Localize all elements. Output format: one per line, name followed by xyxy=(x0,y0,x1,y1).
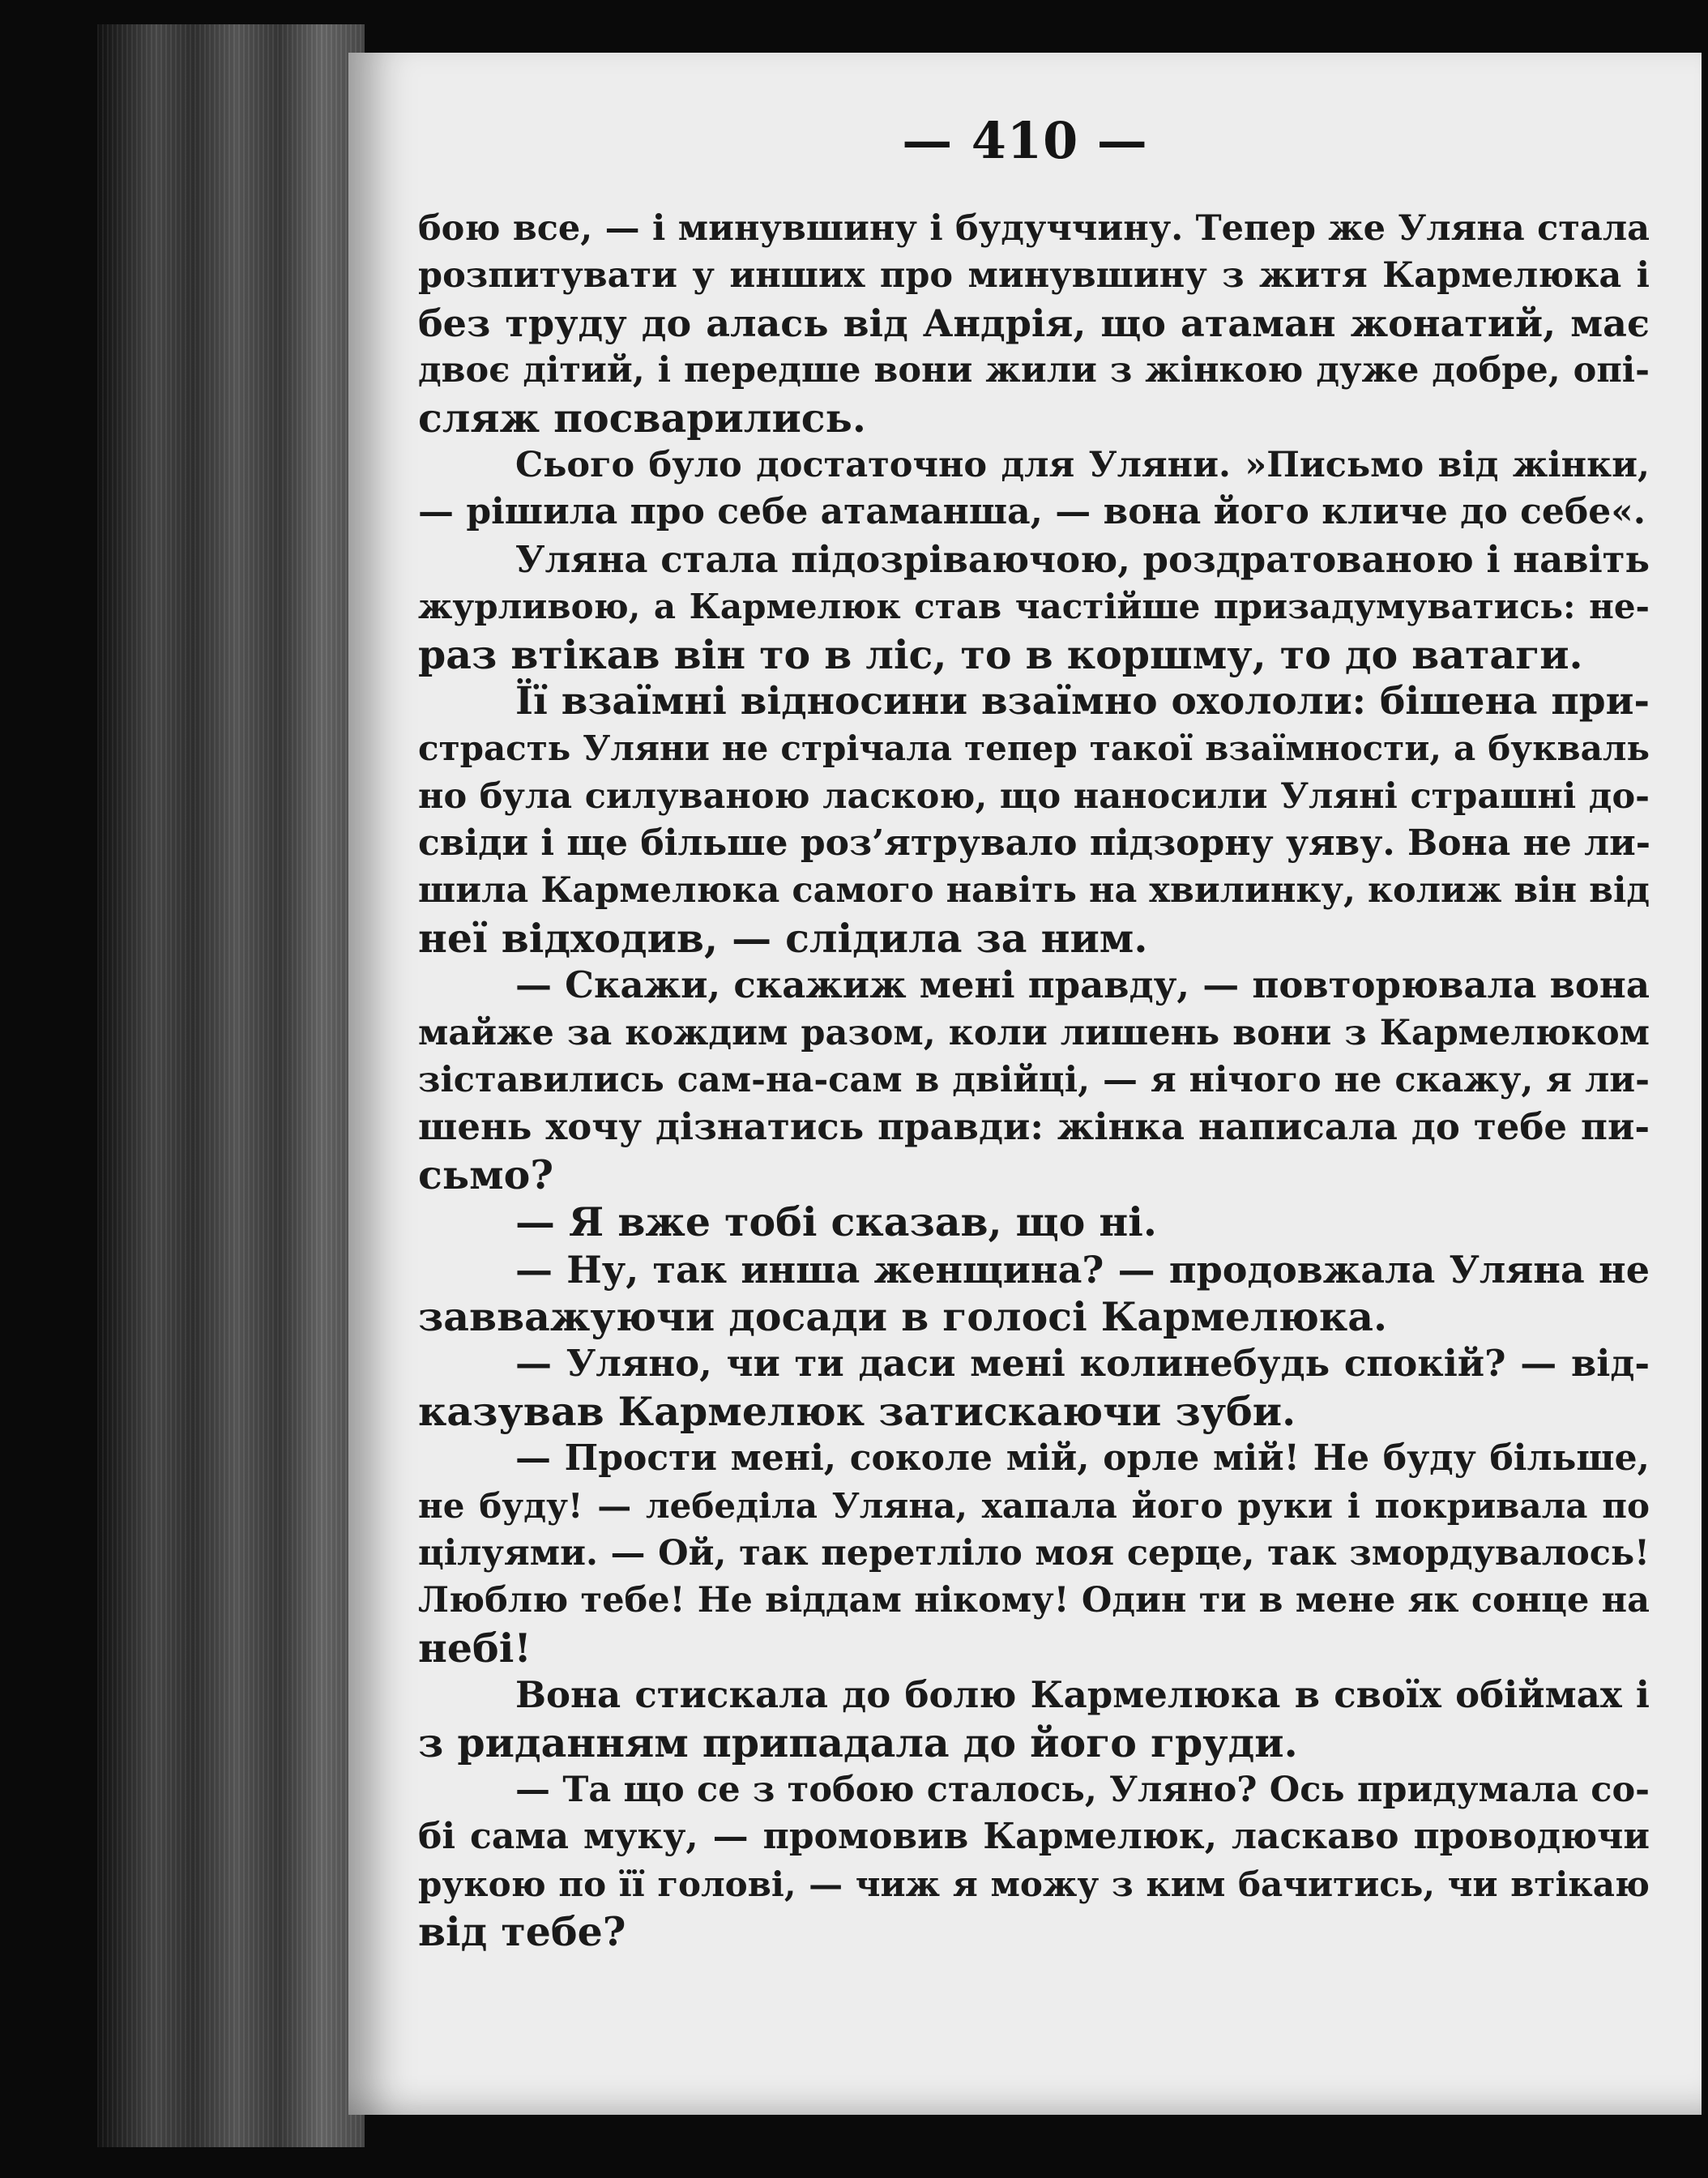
text-line: Люблю тебе! Не віддам нікому! Один ти в мене як сонце на xyxy=(418,1580,1650,1621)
text-line: розпитувати у инших про минувшину з житя Кармелюка і xyxy=(418,255,1650,297)
text-line: — Ну, так инша женщина? — продовжала Уляна не xyxy=(515,1247,1650,1292)
text-line: не буду! — лебеділа Уляна, хапала його руки і покривала по xyxy=(418,1485,1650,1526)
text-line: від тебе? xyxy=(418,1908,626,1956)
text-line: бою все, — і минувшину і будуччину. Тепер же Уляна стала xyxy=(418,208,1650,249)
text-line: двоє дітий, і передше вони жили з жінкою дуже добре, опі- xyxy=(418,350,1650,391)
text-line: — Скажи, скажиж мені правду, — повторювала вона xyxy=(515,963,1650,1007)
text-line: — Прости мені, соколе мій, орле мій! Не буду більше, xyxy=(515,1437,1650,1480)
text-line: страсть Уляни не стрічала тепер такої взаїмности, а букваль xyxy=(418,728,1650,769)
book-page xyxy=(348,53,1702,2115)
text-line: цілуями. — Ой, так перетліло моя серце, так змордувалось! xyxy=(418,1532,1650,1574)
text-line: Уляна стала підозріваючою, роздратованою і навіть xyxy=(515,537,1650,581)
text-line: без труду до алась від Андрія, що атаман жонатий, має xyxy=(418,301,1650,345)
text-line: рукою по її голові, — чиж я можу з ким бачитись, чи втікаю xyxy=(418,1864,1650,1904)
text-line: журливою, а Кармелюк став частійше призадумуватись: не- xyxy=(418,587,1650,627)
text-line: сляж посварились. xyxy=(418,394,866,442)
book-spine xyxy=(97,24,365,2147)
text-line: раз втікав він то в ліс, то в коршму, то до ватаги. xyxy=(418,630,1583,678)
text-line: небі! xyxy=(418,1624,532,1672)
text-line: завважуючи досади в голосі Кармелюка. xyxy=(418,1292,1388,1340)
page-text xyxy=(418,205,1650,1955)
text-line: Вона стискала до болю Кармелюка в своїх обіймах і xyxy=(515,1673,1650,1717)
text-line: майже за кождим разом, коли лишень вони з Кармелюком xyxy=(418,1012,1650,1053)
text-line: казував Кармелюк затискаючи зуби. xyxy=(418,1387,1296,1435)
text-line: сьмо? xyxy=(418,1151,554,1198)
text-line: шень хочу дізнатись правди: жінка написала до тебе пи- xyxy=(418,1105,1650,1149)
text-line: — Я вже тобі сказав, що ні. xyxy=(515,1198,1157,1246)
text-line: — Уляно, чи ти даси мені колинебудь спокій? — від- xyxy=(515,1342,1650,1386)
text-line: Її взаїмні відносини взаїмно охололи: бішена при- xyxy=(515,678,1650,724)
text-line: з риданням припадала до його груди. xyxy=(418,1719,1298,1766)
text-line: Сього було достаточно для Уляни. »Письмо від жінки, xyxy=(515,444,1650,485)
text-line: бі сама муку, — промовив Кармелюк, ласкаво проводючи xyxy=(418,1816,1650,1858)
text-line: — рішила про себе атаманша, — вона його кличе до себе«. xyxy=(418,491,1646,533)
page-number: — 410 — xyxy=(902,111,1148,170)
text-line: шила Кармелюка самого навіть на хвилинку, колиж він від xyxy=(418,870,1650,912)
text-line: но була силуваною ласкою, що наносили Уляні страшні до- xyxy=(418,775,1650,817)
text-line: свіди і ще більше роз’ятрувало підзорну уяву. Вона не ли- xyxy=(418,822,1651,865)
spine-texture xyxy=(97,24,365,2147)
text-line: зіставились сам-на-сам в двійці, — я нічого не скажу, я ли- xyxy=(418,1060,1650,1101)
text-line: — Та що се з тобою сталось, Уляно? Ось придумала со- xyxy=(515,1769,1650,1810)
text-line: неї відходив, — слідила за ним. xyxy=(418,914,1148,962)
